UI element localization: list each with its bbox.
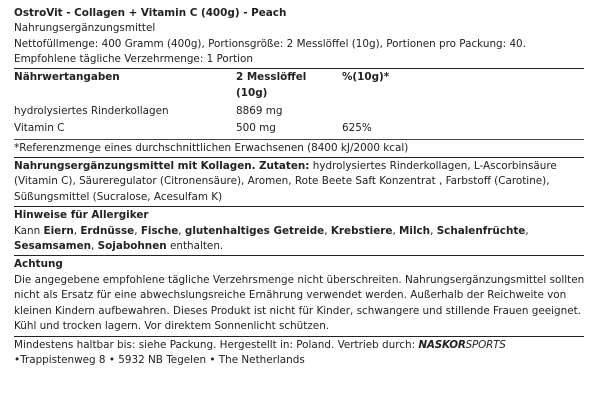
product-title: OstroVit - Collagen + Vitamin C (400g) - Peach: [14, 7, 287, 19]
allergen-item: Krebstiere: [330, 224, 393, 237]
ingredients-text: hydrolysiertes Rinderkollagen, L-Ascorbinsäure (Vitamin C), Säureregulator (Citronensäure), Aromen, Rote Beete Saft Konzentrat , Farbstoff (Carotine), Süßungsmittel (Sucralose, Acesulfam K): [14, 160, 557, 203]
allergen-item: Schalenfrüchte: [436, 224, 526, 237]
distributor-address: •Trappistenweg 8 • 5932 NB Tegelen • The Netherlands: [14, 353, 305, 366]
footer-section: [14, 337, 588, 370]
nutrient-name: hydrolysiertes Rinderkollagen: [14, 104, 169, 117]
allergen-item: glutenhaltiges Getreide: [184, 224, 325, 237]
reference-note: *Referenzmenge eines durchschnittlichen Erwachsenen (8400 kJ/2000 kcal): [14, 141, 409, 154]
ingredients-section: [14, 158, 588, 206]
divider: [14, 68, 584, 69]
brand-bold: NASKOR: [418, 338, 466, 351]
allergen-item: Eiern: [43, 224, 74, 237]
nutrition-header-row: [14, 70, 588, 86]
nutrient-percent: [342, 104, 588, 121]
ingredients-lead: Nahrungsergänzungsmittel mit Kollagen.: [14, 160, 256, 173]
recommended-dose: Empfohlene tägliche Verzehrmenge: 1 Portion: [14, 53, 253, 66]
nutrient-percent: 625%: [342, 121, 372, 134]
allergens-heading: Hinweise für Allergiker: [14, 209, 149, 222]
nutrition-header-row-2: [14, 86, 588, 104]
ingredients-label: Zutaten:: [258, 160, 310, 173]
allergen-item: Erdnüsse: [80, 224, 135, 237]
distributor-brand: [418, 339, 505, 351]
nutrient-name: Vitamin C: [14, 121, 65, 134]
allergens-section: Hinweise für Allergiker Kann Eiern, Erdnüsse, Fische, glutenhaltiges Getreide, Krebstiere, Milch, Schalenfrüchte, Sesamsamen, Sojabohnen enthalten.: [14, 207, 588, 255]
allergen-item: Sojabohnen: [97, 240, 167, 253]
net-quantity-line: Nettofüllmenge: 400 Gramm (400g), Portionsgröße: 2 Messlöffel (10g), Portionen pro Packung: 40.: [14, 37, 526, 50]
warning-heading: Achtung: [14, 258, 63, 271]
nutrition-table: [14, 70, 588, 138]
allergen-item: Fische: [140, 224, 179, 237]
table-row: [14, 104, 588, 121]
nutrient-amount: 500 mg: [236, 121, 276, 134]
warning-section: [14, 256, 588, 335]
allergens-suffix: enthalten.: [169, 240, 224, 253]
nutrition-header-serving-size: (10g): [236, 86, 268, 99]
product-category: Nahrungsergänzungsmittel: [14, 22, 156, 35]
nutrition-header-label: Nährwertangaben: [14, 70, 120, 83]
nutrition-header-serving: 2 Messlöffel: [236, 70, 307, 83]
table-row: [14, 121, 588, 138]
allergen-item: Milch: [399, 224, 431, 237]
footer-line: Mindestens haltbar bis: siehe Packung. Hergestellt in: Poland. Vertrieb durch:: [14, 338, 416, 351]
allergens-prefix: Kann: [14, 224, 41, 237]
warning-text: Die angegebene empfohlene tägliche Verzehrsmenge nicht überschreiten. Nahrungsergänzungsmittel sollten nicht als Ersatz für eine abwechslungsreiche Ernährung verwendet werden. Außerhalb der Reichweite von kleinen Kindern aufbewahren. Dieses Produkt ist nicht für Kinder, schwangere und stillende Frauen geeignet. Kühl und trocken lagern. Vor direktem Sonnenlicht schützen.: [14, 273, 585, 333]
nutrient-amount: 8869 mg: [236, 104, 283, 117]
brand-rest: SPORTS: [465, 338, 506, 351]
allergen-item: Sesamsamen: [14, 240, 92, 253]
nutrition-header-percent: %(10g)*: [342, 70, 390, 83]
